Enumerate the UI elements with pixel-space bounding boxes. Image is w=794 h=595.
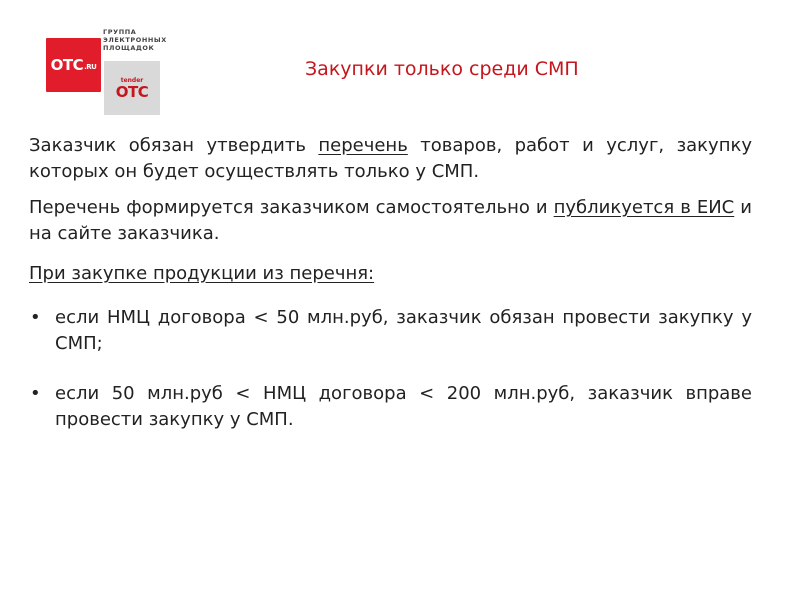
paragraph-approval: [29, 133, 752, 185]
tender-otc-logo: [104, 61, 160, 115]
bullet-icon: •: [30, 307, 41, 328]
logo-group-line: ПЛОЩАДОК: [103, 44, 155, 52]
slide-body: [29, 133, 752, 457]
tender-logo-main-text: ОТС: [115, 82, 149, 101]
section-subheading: При закупке продукции из перечня:: [29, 263, 375, 284]
bullet-list: [29, 305, 752, 433]
bullet-icon: •: [30, 383, 41, 404]
otc-logo: [46, 38, 101, 92]
tender-logo-small-text: tender: [120, 76, 144, 84]
slide-title: Закупки только среди СМП: [305, 58, 579, 80]
paragraph-text: и на сайте заказчика.: [29, 197, 752, 244]
paragraph-publication: [29, 195, 752, 247]
underlined-term: публикуется в ЕИС: [553, 197, 735, 218]
otc-logo-suffix: .RU: [84, 62, 97, 71]
paragraph-text: товаров, работ и услуг, закупку которых он будет осуществлять только у СМП.: [29, 135, 752, 182]
paragraph-text: Перечень формируется заказчиком самостоятельно и: [29, 197, 554, 218]
logo-group-line: ЭЛЕКТРОННЫХ: [103, 36, 167, 44]
logo-group-line: ГРУППА: [103, 28, 137, 36]
company-logo: [46, 28, 176, 120]
list-item-text: если 50 млн.руб < НМЦ договора < 200 млн.руб, заказчик вправе провести закупку у СМП.: [55, 383, 752, 430]
list-item: [29, 305, 752, 357]
paragraph-text: Заказчик обязан утвердить: [29, 135, 319, 156]
list-item: [29, 381, 752, 433]
otc-logo-text: ОТС: [50, 56, 84, 74]
underlined-term: перечень: [318, 135, 408, 156]
list-item-text: если НМЦ договора < 50 млн.руб, заказчик обязан провести закупку у СМП;: [55, 307, 752, 354]
logo-group-caption: [103, 28, 173, 52]
